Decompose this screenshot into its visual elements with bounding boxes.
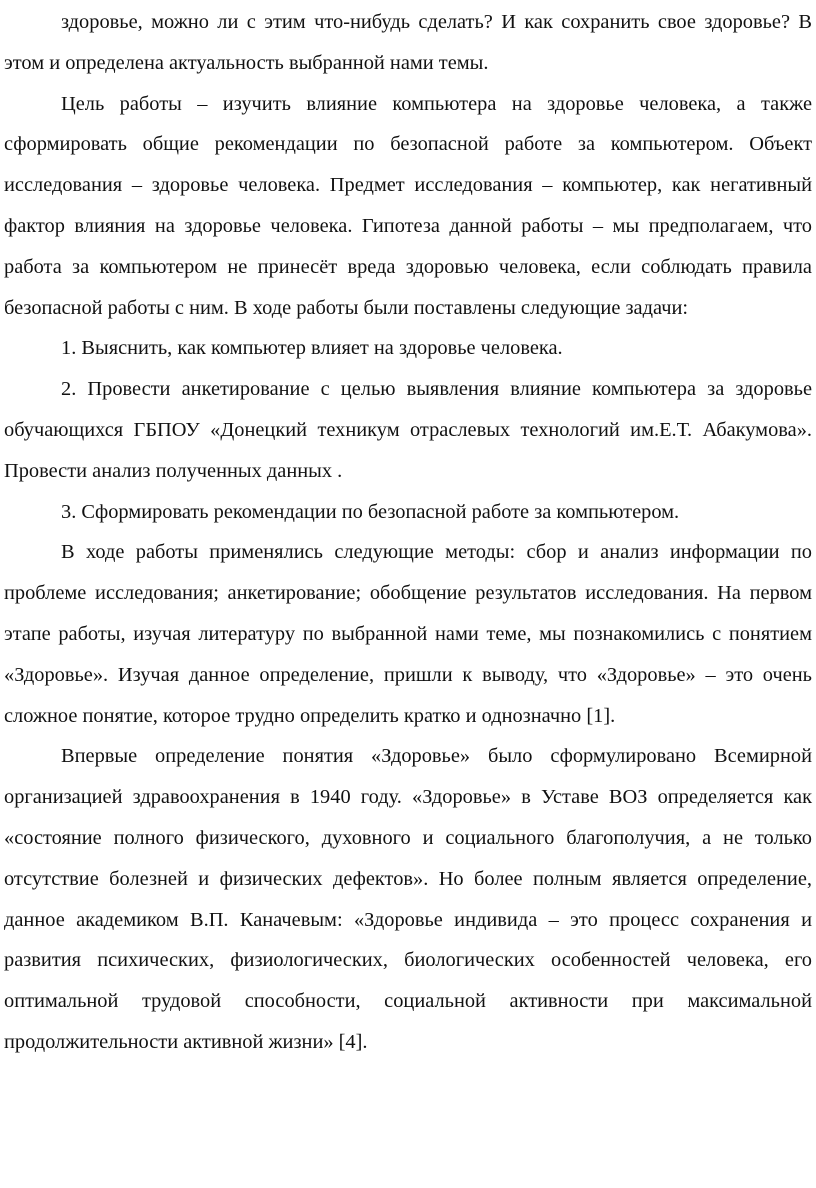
paragraph-task-3: 3. Сформировать рекомендации по безопасной работе за компьютером.: [61, 500, 680, 523]
paragraph-health-definition: Впервые определение понятия «Здоровье» было сформулировано Всемирной организацией здравоохранения в 1940 году. «Здоровье» в Уставе ВОЗ определяется как «состояние полного физического, духовного и социального благополучия, а не только отсутствие болезней и физических дефектов». Но более полным является определение, данное академиком В.П. Каначевым: «Здоровье индивида – это процесс сохранения и развития психических, физиологических, биологических особенностей человека, его оптимальной трудовой способности, социальной активности при максимальной продолжительности активной жизни» [4].: [4, 745, 812, 1053]
paragraph-task-2: 2. Провести анкетирование с целью выявления влияние компьютера за здоровье обучающихся ГБПОУ «Донецкий техникум отраслевых технологий им.Е.Т. Абакумова». Провести анализ полученных данных .: [4, 378, 812, 482]
paragraph-goal-object-hypothesis: Цель работы – изучить влияние компьютера на здоровье человека, а также сформировать общие рекомендации по безопасной работе за компьютером. Объект исследования – здоровье человека. Предмет исследования – компьютер, как негативный фактор влияния на здоровье человека. Гипотеза данной работы – мы предполагаем, что работа за компьютером не принесёт вреда здоровью человека, если соблюдать правила безопасной работы с ним. В ходе работы были поставлены следующие задачи:: [4, 92, 812, 319]
paragraph-relevance: здоровье, можно ли с этим что-нибудь сделать? И как сохранить свое здоровье? В этом и определена актуальность выбранной нами темы.: [4, 11, 812, 74]
paragraph-methods: В ходе работы применялись следующие методы: сбор и анализ информации по проблеме исследования; анкетирование; обобщение результатов исследования. На первом этапе работы, изучая литературу по выбранной нами теме, мы познакомились с понятием «Здоровье». Изучая данное определение, пришли к выводу, что «Здоровье» – это очень сложное понятие, которое трудно определить кратко и однозначно [1].: [4, 541, 812, 727]
paragraph-task-1: 1. Выяснить, как компьютер влияет на здоровье человека.: [61, 337, 563, 360]
